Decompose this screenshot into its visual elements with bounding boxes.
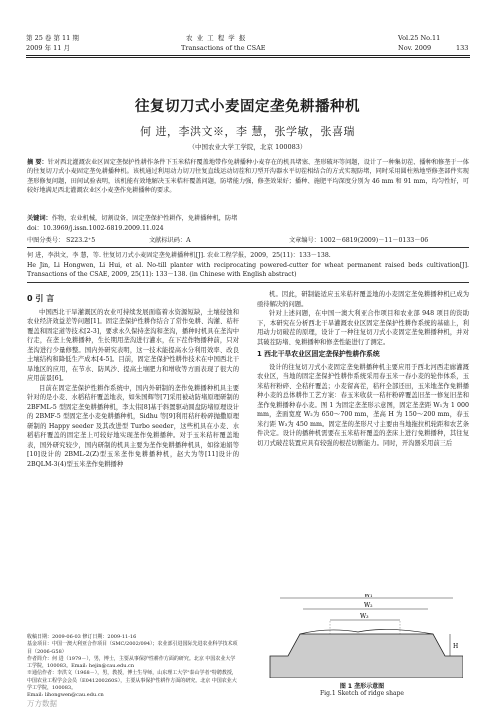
abstract: [27, 158, 469, 195]
affiliation: （中国农业大学工学院，北京 100083）: [188, 143, 307, 151]
date-cn: 2009 年 11 月: [26, 44, 71, 52]
footnote-email: Email: lihongwen@cau.edu.cn: [27, 692, 104, 699]
raised-bed-profile: [270, 634, 463, 678]
h-label: H: [453, 643, 459, 650]
w3-label: W₃: [360, 613, 369, 620]
ridge-shape-figure: [268, 594, 463, 678]
journal-name-cn: 农 业 工 程 学 报: [186, 34, 247, 42]
footnote-funding: 基金项目：中国一澳大利亚合作项目（SMC/2002/094）；农业部引进国际先进农业科学技术项目（2006-G58）: [27, 641, 238, 655]
paragraph: 设计的往复切刀式小麦固定垄免耕播种机主要应用于西北河西走廊灌溉农业区，当地的固定垄保护性耕作系统采用春玉米一春小麦的轮作体系，玉米秸秆粉碎、全秸秆覆盖；小麦留高茬，秸秆全部还田，玉米地垄作免耕播种小麦的总体耕作工艺方案：春玉米收获一秸秆粉碎覆盖旧垄一修复旧垄和垄作免耕播种春小麦。图 1 为固定垄垄形示意图，固定垄垄距 W₁为 1 000 mm，垄面宽度 W₂为 650～700 mm，垄高 H 为 150～200 mm，春玉米行距 W₃为 450 mm。固定垄的垄形尺寸主要由当地拖拉机轮距和农艺条件决定。设计的播种机需要在玉米秸秆覆盖的垄床上进行免耕播种，其往复切刀式破茬装置应具有较强的根茬切断能力。同时，开沟器采用前三后: [257, 363, 469, 447]
page-number: 133: [456, 44, 469, 52]
author-list: 何 进，李洪文※，李 慧，张学敏，张喜瑞: [140, 125, 355, 138]
volume-issue-cn: 第 25 卷 第 11 期: [26, 34, 79, 42]
document-code: 文献标识码：A: [149, 237, 191, 244]
left-column: [27, 290, 239, 469]
clc-number: 中图分类号： S223.2⁺5: [27, 237, 96, 244]
abstract-label: 摘 要：: [27, 159, 48, 166]
keywords: [27, 214, 469, 223]
right-column: [257, 290, 469, 448]
citation-cn: 何 进，李洪文，李 慧，等. 往复切刀式小麦固定垄免耕播种机[J]. 农业工程学报，2009，25(11)：133－138.: [27, 252, 331, 259]
figure-caption-cn: 图 1 垄形示意图: [339, 683, 385, 690]
paragraph: 目前在固定垄保护性耕作系统中，国内外研制的垄作免耕播种机具主要针对的是小麦、水稻秸秆覆盖地表，如朱国辉等[7]采用被动防堵原理研制的 2BFML-5 型固定垄免耕播种机，李太伟[8]基于斜置驱动圆盘防堵原理设计的 2BMF-5 型固定垄小麦免耕播种机，Sidhu 等[9]利用秸秆粉碎抛撒原理研制的 Happy seeder 及其改进型 Turbo seeder，这些机具在小麦、水稻秸秆覆盖的固定垄上可较好地实现垄作免耕播种。对于玉米秸秆覆盖地表，国外研究较少，国内研制的机具主要为垄作免耕播种机具，如徐迪娟等[10]设计的 2BML-2(Z)型玉米垄作免耕播种机，赵大为等[11]设计的 2BQLM-3(4)型玉米垄作免耕播种: [27, 384, 239, 468]
figure-caption-en: Fig.1 Sketch of ridge shape: [320, 690, 404, 697]
date-en: Nov. 2009: [398, 44, 432, 52]
abstract-text: 针对西北灌溉农业区固定垄保护性耕作条件下玉米秸秆覆盖地带作免耕播种小麦存在的机具堵塞、垄形破坏等问题，设计了一种集切茬、播种和修垄于一体的往复切刀式小麦固定垄免耕播种机。该机通过利用动力切刀往复直线运动切茬和刀型开沟器水平切茬相结合的方式实现防堵，同时采用圆柱熟地型修垄部件实现垄形修复问题，田间试验表明，该机能有效地解决玉米秸秆覆盖问题，防堵能力强，修垄效果好；播种、施肥平均深度分别为 46 mm 和 91 mm，均匀性好，可较好地满足西北灌溉农业区小麦垄作免耕播种的要求。: [27, 159, 469, 194]
doi: doi：10.3969/j.issn.1002-6819.2009.11.024: [27, 225, 164, 232]
paragraph: 中国西北干旱灌溉区的农业可持续发展面临着水资源短缺，土壤侵蚀和农业经济效益差等问题[1]。固定垄保护性耕作结合了常作免耕、沟灌、秸秆覆盖和固定道等技术[2-3]，要求永久保持垄沟和垄沟，播种时机具在垄沟中行走，在垄上免耕播种，生长期用垄沟进行灌水，在下茬作物播种前，只对垄沟进行少量修整。国内外研究表明，这一技术能提高水分利用效率、改良土壤结构和降低生产成本[4-5]。目前，固定垄保护性耕作技术在中国西北干旱地区的应用，在节水、防风沙、提高土壤肥力和增收等方面表现了很大的应用前景[6]。: [27, 308, 239, 382]
w2-label: W₂: [364, 602, 373, 609]
keywords-label: 关键词：: [27, 215, 52, 222]
section-heading: 1 西北干旱农业区固定垄保护性耕作系统: [257, 350, 380, 358]
footnote-author: 作者简介：何 进（1979－），男，博士，主要从事保护性耕作方面的研究。北京 中国农业大学工学院，100083。Email: hejin@cau.edu.cn: [27, 655, 236, 670]
volume-issue-en: Vol.25 No.11: [398, 34, 441, 42]
citation-en: He Jin, Li Hongwen, Li Hui, et al. No-till planter with reciprocating powered-cutter for wheat permanent raised beds cultivation[J]. Transactions of the CSAE, 2009, 25(11): 133－138. (in Chinese with English abstract): [27, 262, 469, 279]
keywords-text: 作物，农业机械，切割设备，固定垄保护性耕作，免耕播种机，防堵: [51, 215, 238, 222]
classification-row: [27, 235, 469, 245]
paragraph: 针对上述问题，在中国一澳大利亚合作项目和农业部 948 项目的资助下，本研究在分析西北干旱灌溉农业区固定垄保护性耕作系统的基础上，利用动力切破茬的原理，设计了一种往复切刀式小麦固定垄免耕播种机，并对其破茬防堵、免耕播种和修垄性能进行了测定。: [257, 310, 469, 346]
journal-name-en: Transactions of the CSAE: [181, 44, 266, 52]
header-rule: [26, 55, 470, 56]
watermark: 万方数据: [27, 699, 57, 708]
w1-label: W₁: [364, 594, 373, 599]
divider: [27, 282, 469, 283]
header-rule-thin: [26, 57, 470, 58]
running-header: [26, 34, 470, 58]
divider: [27, 247, 469, 248]
paper-title: 往复切刀式小麦固定垄免耕播种机: [135, 99, 360, 115]
stubble-surface: [300, 629, 433, 634]
footnotes: [27, 634, 239, 700]
paragraph: 机。因此，研制能适应玉米秸秆覆盖地的小麦固定垄免耕播种机已成为亟待解决的问题。: [257, 291, 469, 308]
footnote-received: 收稿日期：2009-06-03 修订日期：2009-11-16: [27, 634, 137, 640]
footnote-corresponding: ※通信作者：李洪文（1968－），男，教授，博士生导师，山东理工大学"泰山学者"特聘教授，中国农业工程学会会员（E041200260S），主要从事保护性耕作方面的研究。北京 中国农业大学工学院，100083。: [27, 670, 237, 692]
section-heading: 0 引 言: [27, 294, 55, 303]
article-number: 文章编号：1002－6819(2009)－11－0133－06: [289, 237, 429, 244]
